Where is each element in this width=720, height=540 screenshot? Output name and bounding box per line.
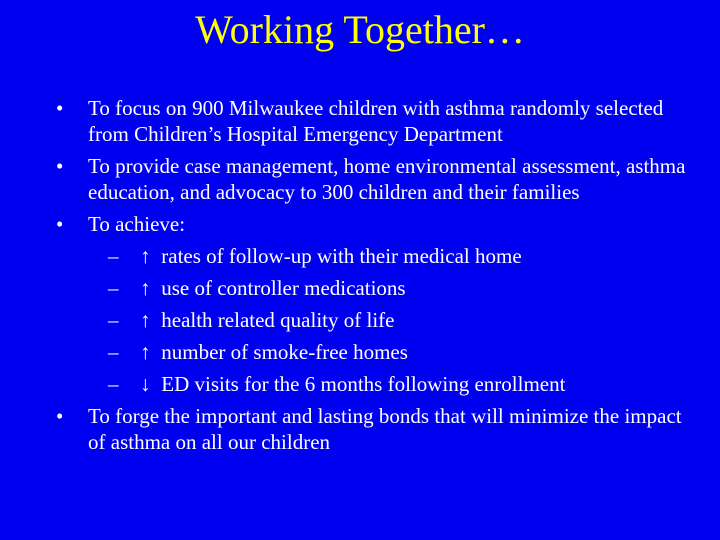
dash-icon: – bbox=[108, 372, 119, 396]
achieve-item bbox=[98, 339, 696, 365]
achieve-item bbox=[98, 307, 696, 333]
achieve-item bbox=[98, 275, 696, 301]
achieve-text: health related quality of life bbox=[161, 308, 395, 332]
dash-icon: – bbox=[108, 308, 119, 332]
achieve-item bbox=[98, 371, 696, 397]
up-arrow-icon: ↑ bbox=[140, 244, 151, 268]
dash-icon: – bbox=[108, 244, 119, 268]
bullet-icon: • bbox=[56, 154, 64, 178]
bullet-text: To focus on 900 Milwaukee children with asthma randomly selected from Children’s Hospital Emergency Department bbox=[88, 96, 664, 146]
up-arrow-icon: ↑ bbox=[140, 340, 151, 364]
up-arrow-icon: ↑ bbox=[140, 308, 151, 332]
slide-title: Working Together… bbox=[195, 7, 525, 52]
bullet-icon: • bbox=[56, 212, 64, 236]
up-arrow-icon: ↑ bbox=[140, 276, 151, 300]
bullet-icon: • bbox=[56, 96, 64, 120]
bullet-text: To achieve: bbox=[88, 212, 186, 236]
bullet-list-continued bbox=[56, 403, 696, 455]
bullet-text: To provide case management, home environmental assessment, asthma education, and advocacy to 300 children and their families bbox=[88, 154, 686, 204]
achieve-list bbox=[56, 243, 696, 397]
bullet-item bbox=[56, 403, 696, 455]
dash-icon: – bbox=[108, 340, 119, 364]
bullet-item bbox=[56, 211, 696, 237]
achieve-text: use of controller medications bbox=[161, 276, 406, 300]
achieve-text: ED visits for the 6 months following enrollment bbox=[161, 372, 566, 396]
bullet-icon: • bbox=[56, 404, 64, 428]
achieve-item bbox=[98, 243, 696, 269]
achieve-text: number of smoke-free homes bbox=[161, 340, 408, 364]
bullet-item bbox=[56, 153, 696, 205]
achieve-text: rates of follow-up with their medical home bbox=[161, 244, 522, 268]
dash-icon: – bbox=[108, 276, 119, 300]
bullet-text: To forge the important and lasting bonds that will minimize the impact of asthma on all our children bbox=[88, 404, 682, 454]
down-arrow-icon: ↓ bbox=[140, 372, 151, 396]
slide-body bbox=[56, 95, 696, 455]
bullet-list bbox=[56, 95, 696, 237]
bullet-item bbox=[56, 95, 696, 147]
